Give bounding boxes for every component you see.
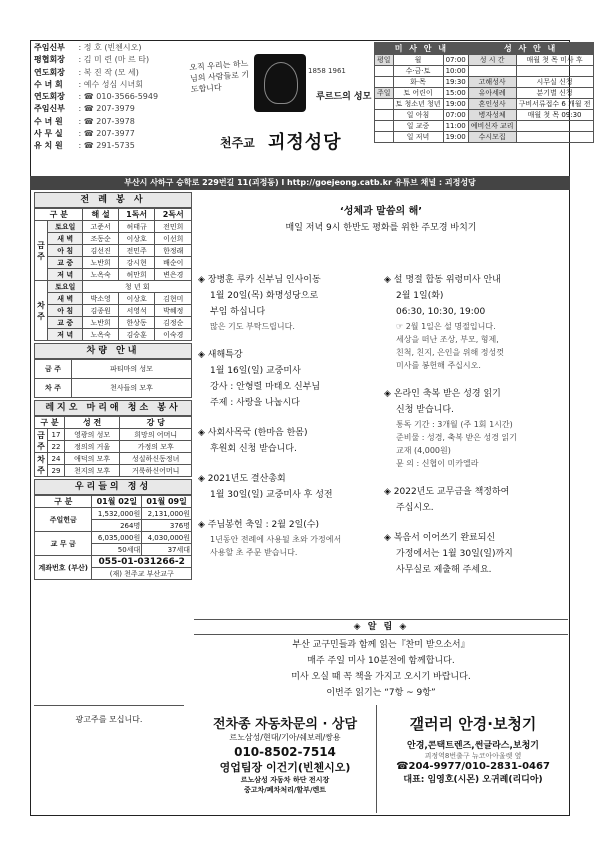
service-col-header: 1독서 (118, 209, 155, 221)
mass-cell: 주일 (375, 88, 394, 99)
notice-line: 주십시오. (396, 503, 434, 513)
offering-cell: 376명 (142, 520, 192, 532)
optical-ad (378, 705, 568, 813)
contact-value: : 김 미 련 (마 르 타) (76, 55, 150, 65)
service-cell: 한정래 (155, 245, 192, 257)
service-cell: 저 녁 (48, 269, 83, 281)
legio-cell: 정의의 거울 (64, 441, 119, 453)
mass-cell (375, 132, 394, 143)
legio-week: 차주 (35, 453, 48, 477)
car-dealer-ad (194, 705, 377, 813)
service-cell: 김승훈 (118, 329, 155, 341)
notice-line: 주제 : 사랑을 나눕시다 (210, 398, 300, 408)
notice-detail: ☞ 2월 1일은 설 명절입니다. (396, 322, 496, 331)
service-cell: 이선희 (155, 233, 192, 245)
mass-header: 미 사 안 내 (375, 43, 469, 55)
notice-item (384, 530, 568, 578)
legio-col-header: 성 전 (64, 417, 119, 429)
mass-cell (375, 77, 394, 88)
address-bar: 부산시 사하구 승학로 229번길 11(괴정동) l http://goejeong.catb.kr 유튜브 채널 : 괴정성당 (30, 176, 570, 190)
notice-item (384, 272, 568, 372)
mass-cell: 07:00 (443, 110, 468, 121)
notice-detail: 통독 기간 : 3개월 (주 1회 1시간) (396, 420, 513, 429)
mass-cell: 예비신자 교리 (468, 121, 516, 132)
notice-line: 강사 : 안형렬 마태오 신부님 (210, 382, 321, 392)
church-logo-area (190, 42, 375, 172)
mass-cell: 고해성사 (468, 77, 516, 88)
notices-right (384, 272, 568, 592)
service-cell: 아 침 (48, 245, 83, 257)
mass-cell: 19:00 (443, 132, 468, 143)
alim-line: 이번주 읽기는 “7항 ~ 9항” (326, 688, 436, 698)
service-cell: 김선진 (83, 245, 118, 257)
left-column (34, 192, 192, 580)
mass-cell: 15:00 (443, 88, 468, 99)
mass-cell (375, 99, 394, 110)
lourdes-label: 루르드의 성모 (316, 92, 372, 102)
legio-week: 금주 (35, 429, 48, 453)
service-cell: 서영석 (118, 305, 155, 317)
mass-cell (468, 66, 516, 77)
church-prefix: 천주교 (220, 136, 255, 150)
mass-cell (375, 121, 394, 132)
service-cell: 전민희 (155, 221, 192, 233)
notice-heading: ◈ 온라인 축복 받은 성경 읽기 (384, 389, 501, 399)
mass-cell: 시무실 신청 (516, 77, 593, 88)
notice-detail: 준비물 : 성경, 축복 받은 성경 읽기 (396, 433, 517, 442)
church-name: 괴정성당 (268, 132, 342, 153)
mass-cell: 혼인성사 (468, 99, 516, 110)
notice-item (384, 484, 568, 516)
service-cell: 변은경 (155, 269, 192, 281)
mass-schedule-table (374, 42, 594, 143)
mass-cell: 07:00 (443, 55, 468, 66)
service-cell: 노옥숙 (83, 269, 118, 281)
notice-detail: 친척, 친지, 은인을 위해 정성껏 (396, 348, 504, 357)
contact-label: 평협회장 (34, 55, 65, 65)
contact-value: : 예수 성심 시녀회 (76, 79, 143, 89)
offering-cell: 2,131,000원 (142, 508, 192, 520)
offering-title: 우리들의 정성 (34, 479, 192, 495)
mass-cell: 11:00 (443, 121, 468, 132)
mass-cell: 일 저녁 (393, 132, 443, 143)
offering-cell: 264명 (92, 520, 142, 532)
notice-item (198, 272, 378, 333)
notice-line: 1월 30일(일) 교중미사 후 성전 (210, 490, 333, 500)
car-table (34, 359, 192, 398)
contact-value: : 정 호 (빈첸시오) (76, 43, 142, 52)
mass-cell: 구비서류접수 6 개월 전 (516, 99, 593, 110)
contact-row (34, 67, 184, 79)
notice-line: 1월 16일(일) 교중미사 (210, 366, 301, 376)
service-cell: 교 중 (48, 317, 83, 329)
service-cell: 박혜정 (155, 305, 192, 317)
contact-value: : ☎ 207-3978 (76, 116, 135, 126)
car-week: 차 주 (35, 379, 72, 398)
offering-label: 교 무 금 (35, 532, 92, 556)
founding-years: 1858 1961 (308, 67, 346, 75)
mass-cell: 토 어린이 (393, 88, 443, 99)
notice-item (384, 386, 568, 470)
service-cell: 아 침 (48, 305, 83, 317)
car-ad-title: 전차종 자동차문의 · 상담 (212, 717, 358, 732)
car-week: 금 주 (35, 360, 72, 379)
legio-cell: 영광의 성모 (64, 429, 119, 441)
mass-cell: 일 아침 (393, 110, 443, 121)
mass-cell: 수시모집 (468, 132, 516, 143)
contact-row (34, 91, 184, 103)
optical-ad-addr: 괴정역8번출구 뉴코아아울렛 옆 (424, 752, 522, 760)
service-cell: 교 중 (48, 257, 83, 269)
service-cell: 노반희 (83, 317, 118, 329)
contact-row (34, 140, 184, 152)
car-ad-note1: 르노삼성 자동차 하단 전시장 (240, 776, 330, 784)
mass-cell: 화·목 (393, 77, 443, 88)
mass-cell: 분기별 신청 (516, 88, 593, 99)
offering-label: 주일헌금 (35, 508, 92, 532)
service-cell: 토요일 (48, 221, 83, 233)
mass-cell: 월 (393, 55, 443, 66)
offering-col-header: 01월 09일 (142, 496, 192, 508)
legio-cell: 희망의 어머니 (120, 429, 192, 441)
offering-cell: 4,030,000원 (142, 532, 192, 544)
service-cell: 이상호 (118, 233, 155, 245)
contact-value: : ☎ 010-3566-5949 (76, 92, 159, 102)
notice-detail: 1년동안 전례에 사용될 초와 가정에서 (210, 535, 342, 544)
contact-value: : ☎ 207-3977 (76, 129, 135, 139)
car-assignee: 천사들의 모후 (72, 379, 192, 398)
notice-heading: ◈ 설 명절 합동 위령미사 안내 (384, 275, 501, 285)
contact-row (34, 79, 184, 91)
optical-ad-sub: 안경,콘택트렌즈,썬글라스,보청기 (407, 741, 539, 751)
notice-detail: 문 의 : 신협이 미카엘라 (396, 459, 479, 468)
contact-row (34, 54, 184, 66)
notice-line: 부임 하십니다 (210, 307, 266, 317)
notice-detail: 미사를 봉헌해 주십시오. (396, 361, 481, 370)
mass-cell (516, 121, 593, 132)
handwritten-motto: 오직 우리는 하느님의 사람들로 기도합니다 (188, 59, 250, 95)
notice-item (198, 471, 378, 503)
notice-heading: ◈ 2021년도 결산총회 (198, 474, 286, 484)
alim-body (194, 637, 568, 701)
notice-detail: 세상을 떠난 조상, 부모, 형제, (396, 335, 499, 344)
account-owner: (재) 천주교 부산교구 (92, 568, 192, 580)
service-cell: 한상동 (118, 317, 155, 329)
notice-heading: ◈ 사회사목국 (한마음 한몸) (198, 428, 308, 438)
offering-cell: 37세대 (142, 544, 192, 556)
service-cell: 허만희 (118, 269, 155, 281)
service-cell: 전민주 (118, 245, 155, 257)
mass-cell (516, 66, 593, 77)
offering-cell: 1,532,000원 (92, 508, 142, 520)
optical-ad-title: 갤러리 안경·보청기 (409, 715, 537, 733)
car-title: 차량 안내 (34, 343, 192, 359)
service-cell: 청 년 회 (83, 281, 192, 293)
legio-cell: 성실하신동정녀 (120, 453, 192, 465)
notice-heading: ◈ 주님봉헌 축일 : 2월 2일(수) (198, 520, 319, 530)
notice-heading: ◈ 새해특강 (198, 350, 243, 360)
notice-line: 1월 20일(목) 화명성당으로 (210, 291, 319, 301)
legio-cell: 22 (48, 441, 65, 453)
legio-col-header: 강 당 (120, 417, 192, 429)
notice-item (198, 517, 378, 559)
legio-cell: 천지의 모후 (64, 465, 119, 477)
legio-title: 레지오 마리애 청소 봉사 (34, 400, 192, 416)
legio-col-header: 구 분 (35, 417, 65, 429)
notice-line: 2월 1일(화) (396, 291, 444, 301)
service-cell: 강시현 (118, 257, 155, 269)
notice-line: 사무실로 제출해 주세요. (396, 565, 492, 575)
legio-table (34, 416, 192, 477)
mass-cell: 매월 첫 목 09:30 (516, 110, 593, 121)
account-number: 055-01-031266-2 (92, 556, 192, 568)
service-cell: 노반희 (83, 257, 118, 269)
legio-cell: 가정의 모후 (120, 441, 192, 453)
notice-item (198, 425, 378, 457)
notice-line: 신청 받습니다. (396, 405, 454, 415)
service-cell: 이상호 (118, 293, 155, 305)
alim-line: 매주 주일 미사 10분전에 함께합니다. (307, 656, 455, 666)
sacrament-header: 성 사 안 내 (468, 43, 593, 55)
legio-cell: 애덕의 모후 (64, 453, 119, 465)
service-col-header: 구 분 (35, 209, 83, 221)
service-cell: 새 벽 (48, 233, 83, 245)
alim-line: 미사 오실 때 꼭 책을 가지고 오시기 바랍니다. (291, 672, 471, 682)
prayer-note: 매일 저녁 9시 한반도 평화를 위한 주모경 바치기 (285, 223, 477, 233)
car-ad-brands: 르노삼성/현대/기아/쉐보레/쌍용 (229, 733, 341, 742)
mass-cell: 19:30 (443, 77, 468, 88)
car-assignee: 파티마의 성모 (72, 360, 192, 379)
mass-cell (375, 110, 394, 121)
contact-value: : 복 진 작 (모 세) (76, 67, 139, 77)
legio-cell: 24 (48, 453, 65, 465)
offering-cell: 50세대 (92, 544, 142, 556)
alim-title: ◈ 알 림 ◈ (194, 619, 568, 635)
offering-table (34, 495, 192, 580)
service-col-header: 2독서 (155, 209, 192, 221)
car-ad-note2: 중고차/폐차처리/할부/렌트 (243, 786, 327, 794)
header-contact-info (34, 42, 184, 153)
contact-row (34, 103, 184, 115)
car-ad-person: 영업팀장 이건기(빈첸시오) (219, 761, 351, 774)
notice-item (198, 347, 378, 411)
mass-cell: 19:00 (443, 99, 468, 110)
contact-value: : ☎ 291-5735 (76, 141, 135, 151)
service-cell: 이숙경 (155, 329, 192, 341)
notice-heading: ◈ 2022년도 교무금을 책정하여 (384, 487, 510, 497)
optical-ad-rep: 대표: 임영호(시몬) 오귀례(리디아) (403, 775, 543, 785)
service-cell: 허태규 (118, 221, 155, 233)
week-label: 차주 (35, 281, 48, 341)
year-theme: ‘성체과 말씀의 해’ (339, 206, 423, 217)
ad-placeholder (34, 705, 184, 814)
mass-cell: 매월 첫 목 미사 후 (516, 55, 593, 66)
service-cell: 박소영 (83, 293, 118, 305)
legio-cell: 29 (48, 465, 65, 477)
mass-cell (375, 66, 394, 77)
contact-label: 주임신부 (34, 43, 65, 52)
offering-cell: 6,035,000원 (92, 532, 142, 544)
legio-cell: 거룩하신어머니 (120, 465, 192, 477)
contact-row (34, 128, 184, 140)
mass-cell: 병자성체 (468, 110, 516, 121)
mass-cell: 10:00 (443, 66, 468, 77)
notice-detail: 교재 (4,000원) (396, 446, 451, 455)
ad-placeholder-text: 광고주를 모십니다. (75, 715, 143, 724)
contact-row (34, 42, 184, 54)
notice-heading: ◈ 복음서 이어쓰기 완료되신 (384, 533, 496, 543)
mass-cell (516, 132, 593, 143)
contact-row (34, 116, 184, 128)
service-col-header: 해 설 (83, 209, 118, 221)
service-cell: 노옥숙 (83, 329, 118, 341)
notices-left (198, 272, 378, 573)
optical-ad-phone: ☎204-9977/010-2831-0467 (396, 761, 550, 772)
contact-value: : ☎ 207-3979 (76, 104, 135, 114)
contact-label: 사 무 실 (34, 129, 63, 139)
service-cell: 토요일 (48, 281, 83, 293)
notice-line: 가정에서는 1월 30일(일)까지 (396, 549, 513, 559)
notice-line: 06:30, 10:30, 19:00 (396, 307, 486, 317)
contact-label: 주임신부 (34, 104, 65, 114)
account-label: 계좌번호 (부산) (35, 556, 92, 580)
contact-label: 수 녀 회 (34, 79, 63, 89)
service-cell: 김종원 (83, 305, 118, 317)
contact-label: 유 치 원 (34, 141, 63, 151)
service-cell: 김정순 (155, 317, 192, 329)
contact-label: 연도회장 (34, 67, 65, 77)
service-cell: 조동순 (83, 233, 118, 245)
notice-line: 후원회 신청 받습니다. (210, 444, 297, 454)
car-ad-phone: 010-8502-7514 (234, 745, 336, 759)
alim-line: 부산 교구민들과 함께 읽는『찬미 받으소서』 (292, 640, 470, 650)
offering-col-header: 01월 02일 (92, 496, 142, 508)
service-cell: 저 녁 (48, 329, 83, 341)
main-notices (194, 192, 568, 617)
offering-col-header: 구 분 (35, 496, 92, 508)
service-cell: 배순이 (155, 257, 192, 269)
mass-cell: 평일 (375, 55, 394, 66)
legio-cell: 17 (48, 429, 65, 441)
contact-label: 수 녀 원 (34, 116, 63, 126)
service-table (34, 208, 192, 341)
mass-cell: 유아세례 (468, 88, 516, 99)
notice-detail: 사용할 초 주문 받습니다. (210, 548, 298, 557)
service-title: 전 례 봉 사 (34, 192, 192, 208)
lourdes-emblem (254, 54, 306, 112)
notice-detail: 많은 기도 부탁드립니다. (210, 322, 295, 331)
service-cell: 새 벽 (48, 293, 83, 305)
week-label: 금주 (35, 221, 48, 281)
mass-cell: 수·금·토 (393, 66, 443, 77)
service-cell: 김현미 (155, 293, 192, 305)
mass-cell: 일 교중 (393, 121, 443, 132)
service-cell: 고준서 (83, 221, 118, 233)
notice-heading: ◈ 장병훈 루카 신부님 인사이동 (198, 275, 321, 285)
mass-cell: 성 시 간 (468, 55, 516, 66)
mass-cell: 토 청소년 청년 (393, 99, 443, 110)
contact-label: 연도회장 (34, 92, 65, 102)
